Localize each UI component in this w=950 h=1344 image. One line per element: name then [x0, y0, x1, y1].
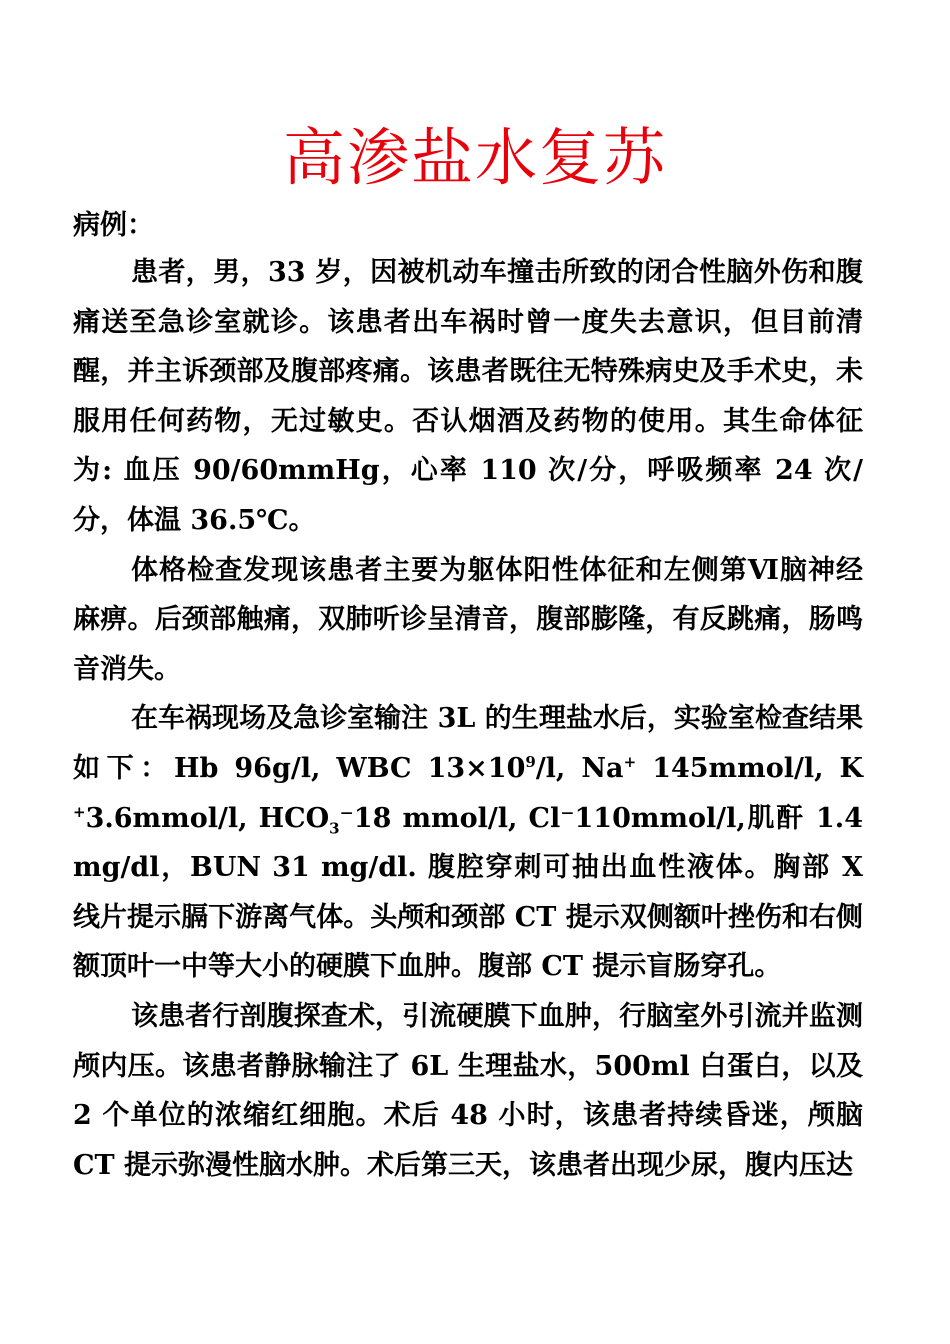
sodium-charge: +: [623, 752, 637, 771]
lab-text-5: ⁻18 mmol/l, Cl⁻110mmol/l,肌酐 1.4 mg/dl，BUN 31 mg/dl. 腹腔穿刺可抽出血性液体。胸部 X 线片提示膈下游离气体。头颅和颈部 CT 提示双侧额叶挫伤和右侧额顶叶一中等大小的硬膜下血肿。腹部 CT 提示盲肠穿孔。: [73, 802, 863, 983]
section-label-case: 病例：: [73, 210, 154, 241]
lab-text-3: 145mmol/l, K: [636, 752, 863, 784]
paragraph-surgery-course: 该患者行剖腹探查术，引流硬膜下血肿，行脑室外引流并监测颅内压。该患者静脉输注了 6L 生理盐水，500ml 白蛋白，以及 2 个单位的浓缩红细胞。术后 48 小时，该患者持续昏迷，颅脑 CT 提示弥漫性脑水肿。术后第三天，该患者出现少尿，腹内压达: [73, 1000, 863, 1181]
lab-exponent: 9: [525, 752, 536, 771]
bicarbonate-subscript: 3: [329, 818, 340, 837]
lab-text-2: /l, Na: [535, 752, 624, 784]
lab-text-1: 在车祸现场及急诊室输注 3L 的生理盐水后，实验室检查结果如下：Hb 96g/l, WBC 13×10: [73, 703, 863, 784]
paragraph-lab-results: [73, 694, 863, 992]
document-title: 高渗盐水复苏: [282, 121, 667, 194]
case-body: [73, 248, 863, 1190]
lab-text-4: 3.6mmol/l, HCO: [85, 802, 330, 834]
paragraph-patient-history: 患者，男，33 岁，因被机动车撞击所致的闭合性脑外伤和腹痛送至急诊室就诊。该患者出车祸时曾一度失去意识，但目前清醒，并主诉颈部及腹部疼痛。该患者既往无特殊病史及手术史，未服用任何药物，无过敏史。否认烟酒及药物的使用。其生命体征为: 血压 90/60mmHg，心率 110 次/分，呼吸频率 24 次/分，体温 36.5℃。: [73, 257, 863, 536]
paragraph-physical-exam: 体格检查发现该患者主要为躯体阳性体征和左侧第Ⅵ脑神经麻痹。后颈部触痛，双肺听诊呈清音，腹部膨隆，有反跳痛，肠鸣音消失。: [73, 554, 863, 685]
potassium-charge: +: [73, 802, 86, 821]
